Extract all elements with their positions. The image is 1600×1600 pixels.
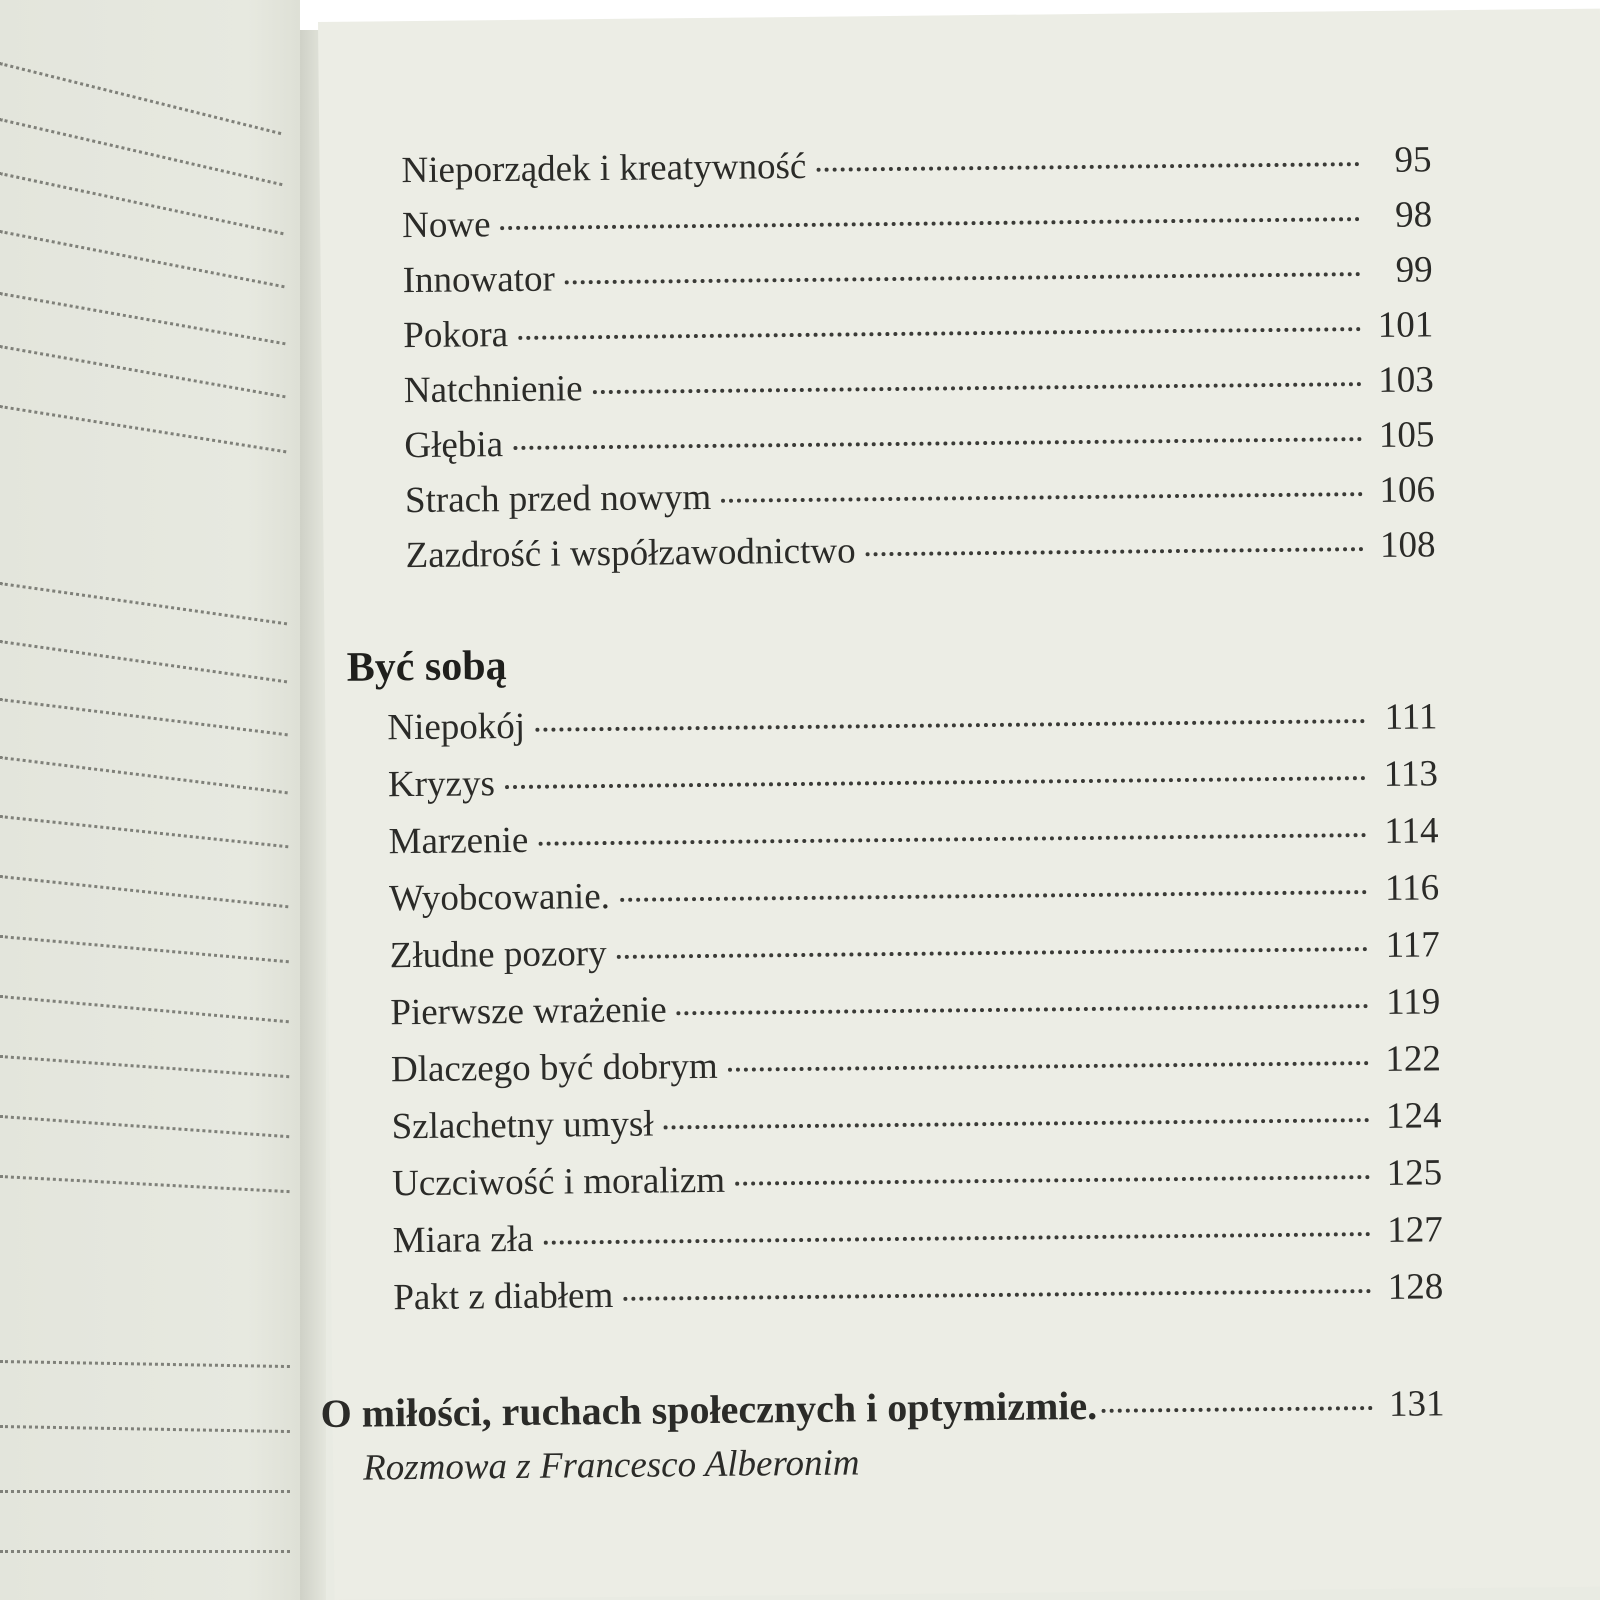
toc-entry [402,248,1432,302]
entry-title: Złudne pozory [389,933,607,977]
entry-page: 114 [1384,810,1439,852]
leader-dots [0,118,283,189]
toc-entry [387,695,1437,749]
entry-page: 106 [1379,469,1436,511]
entry-title: Pierwsze wrażenie [390,989,667,1034]
entry-title: Nowe [401,204,491,247]
leader-dots [0,875,288,911]
entry-page: 128 [1387,1266,1444,1308]
entry-title: Szlachetny umysł [391,1103,654,1148]
leader-dots [593,382,1362,394]
leader-dots [721,492,1363,503]
entry-page: 99 [1395,249,1433,291]
toc-entry [390,980,1440,1034]
entry-title: Kryzys [387,763,496,806]
entry-page: 127 [1386,1209,1443,1251]
toc-entry [405,523,1435,577]
leader-dots [0,1550,290,1556]
entry-title: Pokora [403,314,509,357]
leader-dots [816,162,1359,172]
entry-page: 103 [1378,359,1435,401]
leader-dots [664,1118,1370,1129]
entry-page: 116 [1384,867,1440,909]
entry-page: 125 [1386,1152,1443,1194]
toc-entry [388,809,1438,863]
leader-dots [620,890,1367,902]
leader-dots [501,217,1361,230]
entry-title: Dlaczego być dobrym [390,1045,718,1091]
leader-dots [623,1289,1371,1301]
leader-dots [0,935,289,966]
entry-page: 105 [1378,414,1435,456]
entry-page: 117 [1385,924,1440,966]
toc-entry [393,1208,1443,1262]
entry-title: Uczciwość i moralizm [391,1159,726,1205]
section-title: O miłości, ruchach społecznych i optymizmie. [320,1382,1098,1437]
entry-title: Pakt z diabłem [393,1274,614,1319]
leader-dots [0,1490,290,1496]
leader-dots [0,1360,290,1371]
leader-dots [735,1175,1370,1186]
leader-dots [1101,1406,1372,1413]
toc-entry [391,1094,1441,1148]
entry-page: 131 [1388,1383,1445,1425]
entry-page: 119 [1385,981,1441,1023]
leader-dots [677,1004,1369,1015]
toc-entry [390,923,1440,977]
left-page [0,0,310,1600]
leader-dots [728,1061,1369,1072]
leader-dots [538,833,1366,846]
entry-title: Strach przed nowym [404,476,712,522]
entry-page: 122 [1385,1038,1442,1080]
leader-dots [535,719,1365,732]
toc-entry [391,1037,1441,1091]
leader-dots [0,1055,289,1081]
entry-page: 108 [1379,524,1436,566]
entry-page: 101 [1377,304,1434,346]
right-page [318,9,1600,1600]
entry-page: 111 [1384,696,1438,738]
entry-title: Miara zła [392,1218,534,1262]
leader-dots [0,172,284,238]
section-subtitle: Rozmowa z Francesco Alberonim [362,1442,860,1489]
leader-dots [544,1232,1371,1245]
leader-dots [0,582,287,628]
leader-dots [0,292,286,348]
entry-title: Marzenie [388,819,529,863]
toc-entry [402,193,1432,247]
toc-entry [401,138,1431,192]
leader-dots [0,815,288,851]
leader-dots [0,1425,290,1436]
toc-entry [404,358,1434,412]
leader-dots [0,1175,290,1196]
entry-page: 113 [1383,753,1439,795]
entry-title: Zazdrość i współzawodnictwo [405,530,856,577]
entry-title: Głębia [404,424,504,467]
leader-dots [0,698,288,739]
leader-dots [565,272,1361,284]
leader-dots [518,327,1361,340]
leader-dots [0,405,286,456]
toc-entry [393,1265,1443,1319]
leader-dots [513,437,1362,450]
entry-page: 124 [1385,1095,1442,1137]
leader-dots [0,1115,289,1141]
leader-dots [0,62,281,138]
toc-section-entry [320,1378,1444,1437]
leader-dots [0,640,287,686]
entry-title: Innowator [402,258,555,302]
toc-entry [389,866,1439,920]
toc-entry [405,468,1435,522]
leader-dots [0,230,285,291]
leader-dots [505,776,1366,789]
section-title: Być sobą [346,643,507,691]
leader-dots [0,756,288,797]
toc-entry [392,1151,1442,1205]
leader-dots [617,947,1368,959]
entry-title: Niepokój [387,705,526,749]
toc-entry [404,413,1434,467]
entry-title: Nieporządek i kreatywność [401,145,807,192]
entry-title: Wyobcowanie. [388,875,611,920]
entry-page: 95 [1394,139,1432,181]
leader-dots [0,995,289,1026]
toc-entry [403,303,1433,357]
entry-page: 98 [1394,194,1433,236]
entry-title: Natchnienie [403,368,583,412]
leader-dots [866,547,1364,556]
leader-dots [0,345,286,401]
toc-entry [388,752,1438,806]
